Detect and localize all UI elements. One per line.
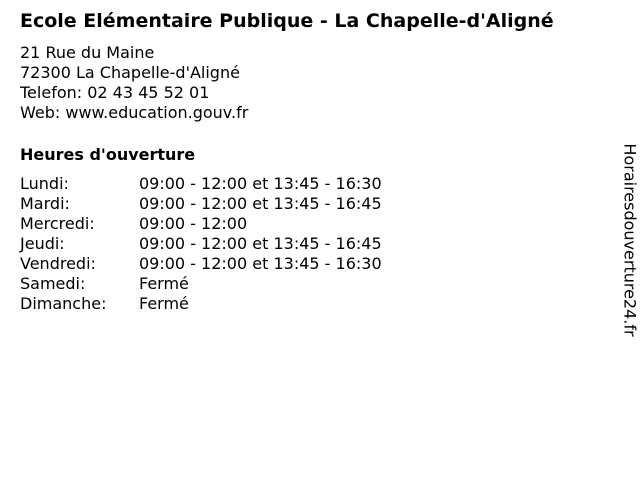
city-address: 72300 La Chapelle-d'Aligné bbox=[20, 63, 240, 82]
day-hours: Fermé bbox=[139, 274, 189, 293]
watermark-text: Horairesdouverture24.fr bbox=[620, 143, 640, 337]
address-block bbox=[20, 43, 248, 123]
hours-row-thursday bbox=[20, 234, 382, 254]
hours-row-saturday bbox=[20, 274, 382, 294]
hours-heading: Heures d'ouverture bbox=[20, 145, 196, 164]
day-label: Lundi: bbox=[20, 174, 69, 193]
day-label: Vendredi: bbox=[20, 254, 96, 273]
hours-row-tuesday bbox=[20, 194, 382, 214]
day-hours: Fermé bbox=[139, 294, 189, 313]
day-label: Jeudi: bbox=[20, 234, 65, 253]
day-hours: 09:00 - 12:00 bbox=[139, 214, 248, 233]
page-title: Ecole Elémentaire Publique - La Chapelle-d'Aligné bbox=[20, 10, 554, 32]
day-hours: 09:00 - 12:00 et 13:45 - 16:30 bbox=[139, 174, 382, 193]
day-label: Dimanche: bbox=[20, 294, 107, 313]
hours-row-friday bbox=[20, 254, 382, 274]
phone-number: Telefon: 02 43 45 52 01 bbox=[20, 83, 210, 102]
day-hours: 09:00 - 12:00 et 13:45 - 16:45 bbox=[139, 234, 382, 253]
hours-row-sunday bbox=[20, 294, 382, 314]
day-hours: 09:00 - 12:00 et 13:45 - 16:30 bbox=[139, 254, 382, 273]
hours-table bbox=[20, 174, 382, 314]
hours-row-monday bbox=[20, 174, 382, 194]
hours-row-wednesday bbox=[20, 214, 382, 234]
website: Web: www.education.gouv.fr bbox=[20, 103, 249, 122]
day-label: Mardi: bbox=[20, 194, 70, 213]
day-label: Mercredi: bbox=[20, 214, 95, 233]
day-label: Samedi: bbox=[20, 274, 86, 293]
street-address: 21 Rue du Maine bbox=[20, 43, 155, 62]
day-hours: 09:00 - 12:00 et 13:45 - 16:45 bbox=[139, 194, 382, 213]
